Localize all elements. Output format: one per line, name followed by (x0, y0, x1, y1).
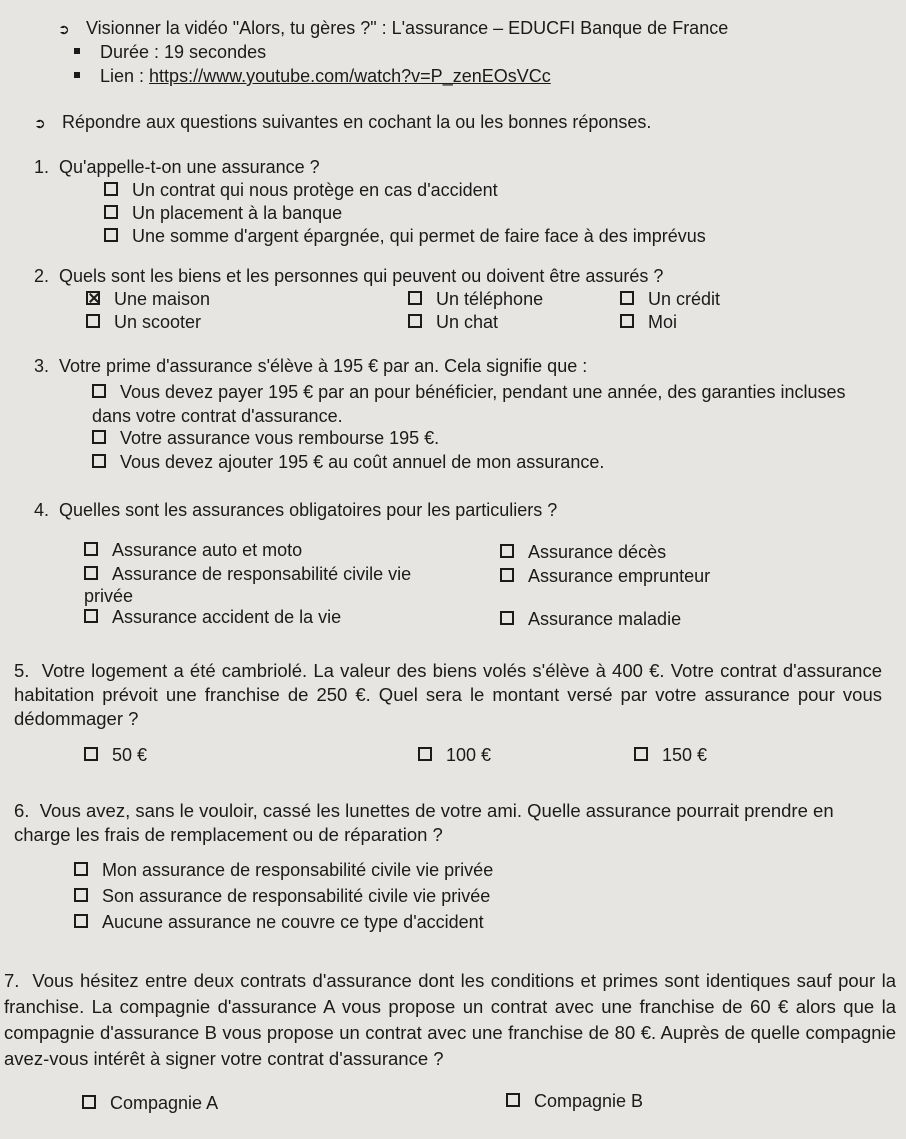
checkbox[interactable] (620, 314, 634, 328)
checkbox[interactable] (92, 454, 106, 468)
q3-option-3[interactable]: Vous devez ajouter 195 € au coût annuel de mon assurance. (92, 452, 604, 473)
video-link[interactable]: https://www.youtube.com/watch?v=P_zenEOsVCc (149, 66, 551, 86)
checkbox[interactable] (86, 314, 100, 328)
q4-option-accident[interactable]: Assurance accident de la vie (84, 607, 341, 628)
checkbox[interactable] (74, 862, 88, 876)
q1-option-2[interactable]: Un placement à la banque (104, 203, 342, 224)
checkbox[interactable] (84, 747, 98, 761)
checkbox[interactable] (500, 568, 514, 582)
q2-option-credit[interactable]: Un crédit (620, 289, 720, 310)
q1-option-1[interactable]: Un contrat qui nous protège en cas d'accident (104, 180, 498, 201)
q4-option-emprunteur[interactable]: Assurance emprunteur (500, 566, 710, 587)
q7-option-b[interactable]: Compagnie B (506, 1091, 643, 1112)
checkbox[interactable] (408, 314, 422, 328)
answer-instruction: ➲ Répondre aux questions suivantes en cochant la ou les bonnes réponses. (34, 112, 652, 132)
bullet-icon (74, 72, 80, 78)
checkbox[interactable] (500, 611, 514, 625)
question-6: 6. Vous avez, sans le vouloir, cassé les lunettes de votre ami. Quelle assurance pourrait prendre en charge les frais de remplacement ou de réparation ? (14, 800, 834, 845)
checkbox[interactable] (82, 1095, 96, 1109)
q6-option-3[interactable]: Aucune assurance ne couvre ce type d'accident (74, 912, 484, 933)
q4-option-maladie[interactable]: Assurance maladie (500, 609, 681, 630)
checked-checkbox[interactable] (86, 291, 100, 305)
checkbox[interactable] (104, 182, 118, 196)
q2-option-chat[interactable]: Un chat (408, 312, 498, 333)
q6-option-1[interactable]: Mon assurance de responsabilité civile vie privée (74, 860, 493, 881)
q3-option-1[interactable]: Vous devez payer 195 € par an pour bénéficier, pendant une année, des garanties incluses dans votre contrat d'assurance. (92, 382, 846, 426)
checkbox[interactable] (418, 747, 432, 761)
q7-option-a[interactable]: Compagnie A (82, 1093, 218, 1114)
checkbox[interactable] (92, 430, 106, 444)
q5-option-50[interactable]: 50 € (84, 745, 147, 766)
checkbox[interactable] (92, 384, 106, 398)
duration-line: Durée : 19 secondes (74, 42, 266, 63)
question-3: 3. Votre prime d'assurance s'élève à 195 € par an. Cela signifie que : (34, 356, 588, 376)
q6-option-2[interactable]: Son assurance de responsabilité civile vie privée (74, 886, 490, 907)
q2-option-scooter[interactable]: Un scooter (86, 312, 201, 333)
q4-option-deces[interactable]: Assurance décès (500, 542, 666, 563)
link-line: Lien : https://www.youtube.com/watch?v=P_zenEOsVCc (74, 66, 551, 87)
checkbox[interactable] (506, 1093, 520, 1107)
checkbox[interactable] (408, 291, 422, 305)
q2-option-maison[interactable]: Une maison (86, 289, 210, 310)
checkbox[interactable] (84, 609, 98, 623)
q5-option-100[interactable]: 100 € (418, 745, 491, 766)
arrow-right-icon: ➲ (58, 21, 70, 37)
checkbox[interactable] (634, 747, 648, 761)
q3-option-2[interactable]: Votre assurance vous rembourse 195 €. (92, 428, 439, 449)
video-instruction: ➲ Visionner la vidéo "Alors, tu gères ?" : L'assurance – EDUCFI Banque de France (58, 18, 729, 38)
q2-option-moi[interactable]: Moi (620, 312, 677, 333)
checkbox[interactable] (104, 205, 118, 219)
checkbox[interactable] (74, 914, 88, 928)
checkbox[interactable] (620, 291, 634, 305)
q2-option-telephone[interactable]: Un téléphone (408, 289, 543, 310)
question-1: 1. Qu'appelle-t-on une assurance ? (34, 157, 320, 177)
bullet-icon (74, 48, 80, 54)
q4-option-rc[interactable]: Assurance de responsabilité civile vie privée (84, 564, 412, 606)
checkbox[interactable] (84, 566, 98, 580)
checkbox[interactable] (500, 544, 514, 558)
checkbox[interactable] (104, 228, 118, 242)
question-4: 4. Quelles sont les assurances obligatoires pour les particuliers ? (34, 500, 558, 520)
question-7: 7. Vous hésitez entre deux contrats d'assurance dont les conditions et primes sont identiques sauf pour la franchise. La compagnie d'assurance A vous propose un contrat avec une franchise de 60 € alors que la compagnie d'assurance B vous propose un contrat avec une franchise de 80 €. Auprès de quelle compagnie avez-vous intérêt à signer votre contrat d'assurance ? (4, 970, 896, 1069)
question-5: 5. Votre logement a été cambriolé. La valeur des biens volés s'élève à 400 €. Votre contrat d'assurance habitation prévoit une franchise de 250 €. Quel sera le montant versé par votre assurance pour vous dédommager ? (14, 660, 882, 729)
question-2: 2. Quels sont les biens et les personnes qui peuvent ou doivent être assurés ? (34, 266, 664, 286)
checkbox[interactable] (84, 542, 98, 556)
q1-option-3[interactable]: Une somme d'argent épargnée, qui permet de faire face à des imprévus (104, 226, 706, 247)
checkbox[interactable] (74, 888, 88, 902)
arrow-right-icon: ➲ (34, 115, 46, 131)
q4-option-auto[interactable]: Assurance auto et moto (84, 540, 302, 561)
q5-option-150[interactable]: 150 € (634, 745, 707, 766)
